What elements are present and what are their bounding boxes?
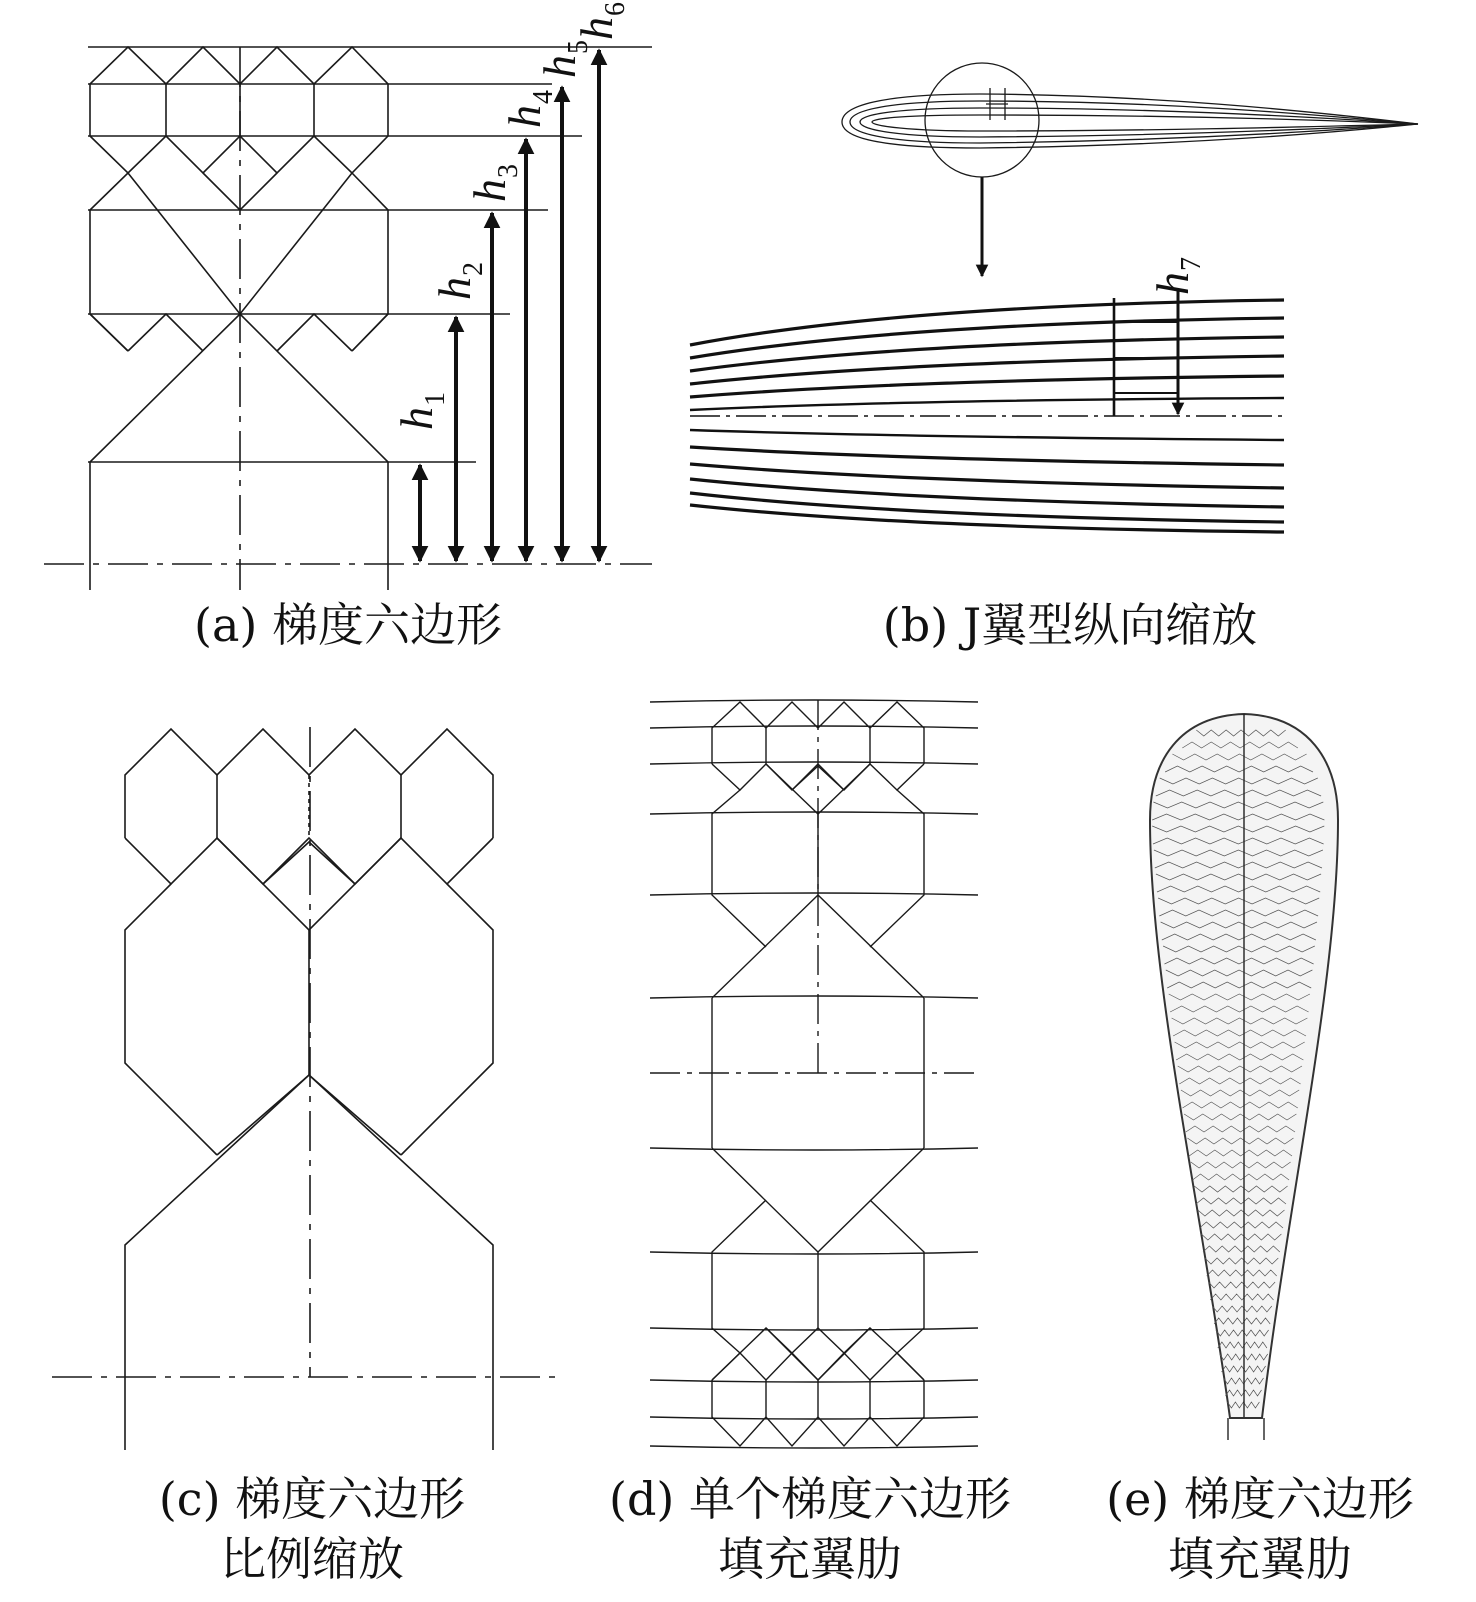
label-h1 [391,392,451,430]
label-h7 [1147,257,1207,295]
svg-text:7: 7 [1176,257,1207,271]
label-h5 [534,40,594,78]
label-h4 [499,90,559,128]
panel-d-diagram [650,700,978,1448]
svg-text:3: 3 [493,164,524,178]
svg-text:6: 6 [600,2,631,16]
caption-b: (b) J翼型纵向缩放 [882,598,1258,652]
caption-c-line1: (c) 梯度六边形 [158,1472,466,1526]
svg-text:4: 4 [528,90,559,104]
label-h2 [429,262,489,300]
svg-text:h: h [464,179,515,202]
svg-text:h: h [499,105,550,128]
svg-text:h: h [429,277,480,300]
caption-d-line2: 填充翼肋 [718,1532,902,1586]
caption-e-line2: 填充翼肋 [1168,1532,1352,1586]
svg-text:5: 5 [563,40,594,54]
svg-text:h: h [1147,272,1198,295]
panel-b-zoomed-airfoil [690,298,1284,532]
panel-c-diagram [52,727,560,1450]
caption-c-line2: 比例缩放 [220,1532,404,1586]
caption-e-line1: (e) 梯度六边形 [1106,1472,1414,1526]
panel-e-rib [1150,714,1338,1440]
svg-text:1: 1 [420,392,451,406]
caption-d-line1: (d) 单个梯度六边形 [609,1472,1011,1526]
panel-b-airfoil [842,63,1418,177]
caption-a: (a) 梯度六边形 [194,598,502,652]
svg-text:2: 2 [458,262,489,276]
svg-text:h: h [391,407,442,430]
label-h3 [464,164,524,202]
svg-text:h: h [571,17,622,40]
svg-text:h: h [534,55,585,78]
label-h6 [571,2,631,40]
